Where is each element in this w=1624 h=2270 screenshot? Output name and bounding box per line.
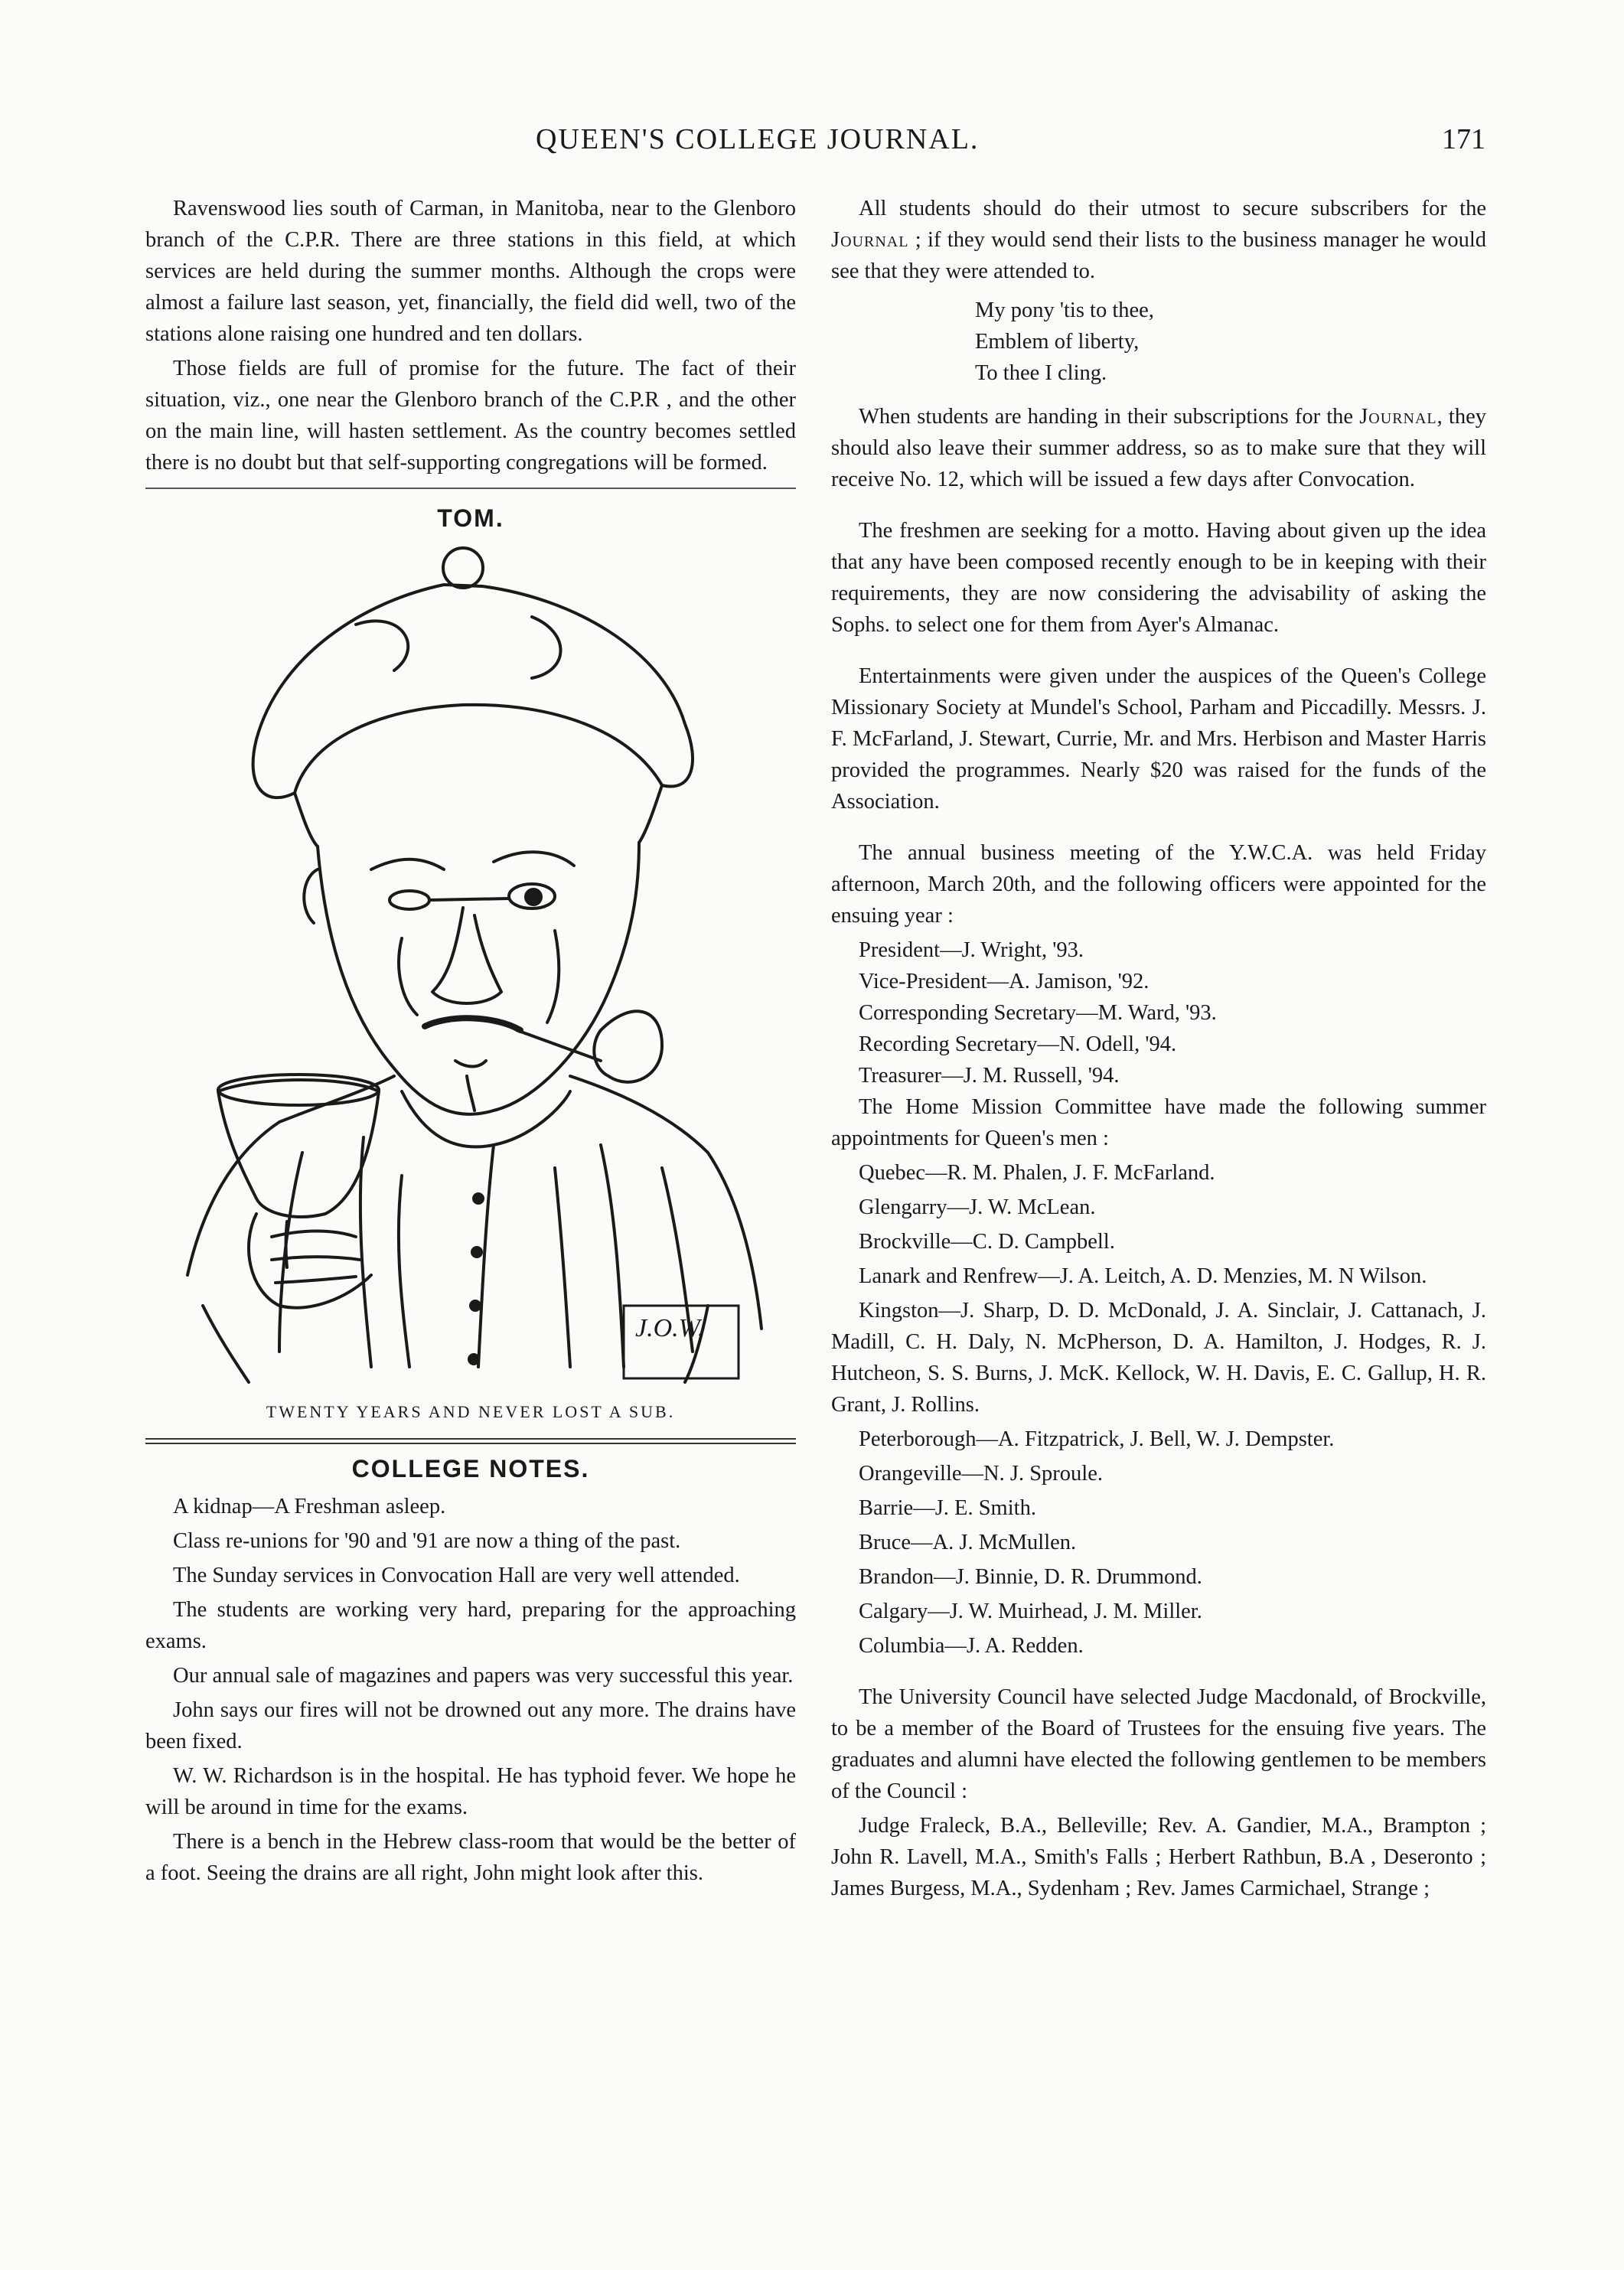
appointment-item: Bruce—A. J. McMullen. (859, 1531, 1077, 1554)
officer-item: Treasurer—J. M. Russell, '94. (859, 1064, 1120, 1088)
journal-word: Journal (831, 228, 909, 252)
spacer (831, 820, 1486, 837)
cap-band (295, 785, 662, 846)
left-column (145, 193, 796, 1892)
page-number: 171 (1442, 123, 1485, 155)
note-item: There is a bench in the Hebrew class-room that would be the better of a foot. Seeing the drains are all right, John might look after this. (145, 1830, 796, 1885)
appointment-item: Brandon—J. Binnie, D. R. Drummond. (859, 1565, 1202, 1589)
note-item: W. W. Richardson is in the hospital. He has typhoid fever. We hope he will be around in time for the exams. (145, 1764, 796, 1819)
appointment-item: Quebec—R. M. Phalen, J. F. McFarland. (859, 1161, 1215, 1185)
council-members-paragraph: Judge Fraleck, B.A., Belleville; Rev. A. Gandier, M.A., Brampton ; John R. Lavell, M.A., Smith's Falls ; Herbert Rathbun, B.A , Deseronto ; James Burgess, M.A., Sydenham ; Rev. James Carmichael, Strange ; (831, 1814, 1486, 1900)
double-rule (145, 1438, 796, 1444)
illustration-caption: TWENTY YEARS AND NEVER LOST A SUB. (266, 1402, 676, 1421)
address-text-b: , they should also leave their summer address, so as to make sure that they will receive No. 12, which will be issued a few days after Convocation. (831, 405, 1486, 491)
ravenswood-paragraph: Ravenswood lies south of Carman, in Manitoba, near to the Glenboro branch of the C.P.R. There are three stations in this field, at which services are held during the summer months. Although the crops were almost a failure last season, yet, financially, the field did well, two of the stations alone raising one hundred and ten dollars. (145, 197, 796, 346)
ywca-paragraph: The annual business meeting of the Y.W.C.A. was held Friday afternoon, March 20th, and the following officers were appointed for the ensuing year : (831, 841, 1486, 928)
spacer (831, 498, 1486, 515)
note-item: Class re-unions for '90 and '91 are now a thing of the past. (173, 1529, 681, 1553)
note-item: A kidnap—A Freshman asleep. (173, 1495, 446, 1518)
illustrator-signature: J.O.W. (635, 1314, 705, 1342)
spacer (831, 1665, 1486, 1681)
spacer (831, 644, 1486, 660)
section-divider (145, 488, 796, 489)
hand (249, 1214, 371, 1308)
appointment-item: Calgary—J. W. Muirhead, J. M. Miller. (859, 1600, 1202, 1623)
cap-pompom (443, 548, 483, 588)
note-item: John says our fires will not be drowned out any more. The drains have been fixed. (145, 1698, 796, 1753)
face-outline (318, 843, 639, 1114)
note-item: The students are working very hard, preparing for the approaching exams. (145, 1598, 796, 1653)
note-item: The Sunday services in Convocation Hall are very well attended. (173, 1564, 740, 1587)
subscribers-text-b: ; if they would send their lists to the business manager he would see that they were attended to. (831, 228, 1486, 283)
running-title: QUEEN'S COLLEGE JOURNAL. (536, 123, 980, 155)
pipe (517, 1011, 662, 1082)
appointment-item: Orangeville—N. J. Sproule. (859, 1462, 1103, 1486)
poem-line: Emblem of liberty, (975, 330, 1140, 354)
right-column (831, 193, 1486, 1907)
page-header (0, 122, 1624, 168)
appointment-item: Peterborough—A. Fitzpatrick, J. Bell, W. J. Dempster. (859, 1427, 1335, 1451)
address-text-a: When students are handing in their subscriptions for the (859, 405, 1360, 429)
officer-item: Vice-President—A. Jamison, '92. (859, 970, 1150, 993)
tom-heading: TOM. (437, 504, 504, 532)
appointment-item: Glengarry—J. W. McLean. (859, 1195, 1096, 1219)
entertainments-paragraph: Entertainments were given under the auspices of the Queen's College Missionary Society at Mundel's School, Parham and Piccadilly. Messrs. J. F. McFarland, J. Stewart, Currie, Mr. and Mrs. Herbison and Master Harris provided the programmes. Nearly $20 was raised for the funds of the Association. (831, 664, 1486, 814)
address-paragraph (831, 401, 1486, 495)
subscribers-text-a: All students should do their utmost to secure subscribers for the (859, 197, 1486, 220)
officer-item: President—J. Wright, '93. (859, 938, 1084, 962)
appointment-item: Kingston—J. Sharp, D. D. McDonald, J. A. Sinclair, J. Cattanach, J. Madill, C. H. Daly, N. McPherson, D. A. Hamilton, J. Hodges, R. J. Hutcheon, S. S. Burns, J. McK. Kellock, W. H. Davis, E. C. Gallup, H. R. Grant, J. Rollins. (831, 1299, 1486, 1417)
home-mission-paragraph: The Home Mission Committee have made the following summer appointments for Queen's men : (831, 1095, 1486, 1150)
tom-illustration (172, 540, 769, 1390)
nose (432, 908, 501, 1003)
college-notes-heading: COLLEGE NOTES. (351, 1455, 590, 1482)
appointment-item: Brockville—C. D. Campbell. (859, 1230, 1115, 1254)
appointment-item: Columbia—J. A. Redden. (859, 1634, 1084, 1658)
appointment-item: Barrie—J. E. Smith. (859, 1496, 1036, 1520)
officer-item: Recording Secretary—N. Odell, '94. (859, 1032, 1177, 1056)
mustache (425, 1018, 520, 1030)
appointment-item: Lanark and Renfrew—J. A. Leitch, A. D. Menzies, M. N Wilson. (859, 1264, 1427, 1288)
subscribers-paragraph (831, 193, 1486, 287)
poem-line: To thee I cling. (975, 361, 1107, 385)
cap-outline (253, 585, 693, 797)
journal-word: Journal (1359, 405, 1437, 429)
motto-paragraph: The freshmen are seeking for a motto. Having about given up the idea that any have been composed recently enough to be in keeping with their requirements, they are now considering the advisability of asking the Sophs. to select one for them from Ayer's Almanac. (831, 519, 1486, 637)
note-item: Our annual sale of magazines and papers was very successful this year. (173, 1664, 794, 1688)
fields-paragraph: Those fields are full of promise for the future. The fact of their situation, viz., one near the Glenboro branch of the C.P.R , and the other on the main line, will hasten settlement. As the country becomes settled there is no doubt but that self-supporting congregations will be formed. (145, 357, 796, 475)
poem (975, 295, 1486, 389)
officer-item: Corresponding Secretary—M. Ward, '93. (859, 1001, 1217, 1025)
council-paragraph: The University Council have selected Judge Macdonald, of Brockville, to be a member of the Board of Trustees for the ensuing five years. The graduates and alumni have elected the following gentlemen to be members of the Council : (831, 1685, 1486, 1803)
poem-line: My pony 'tis to thee, (975, 298, 1154, 322)
